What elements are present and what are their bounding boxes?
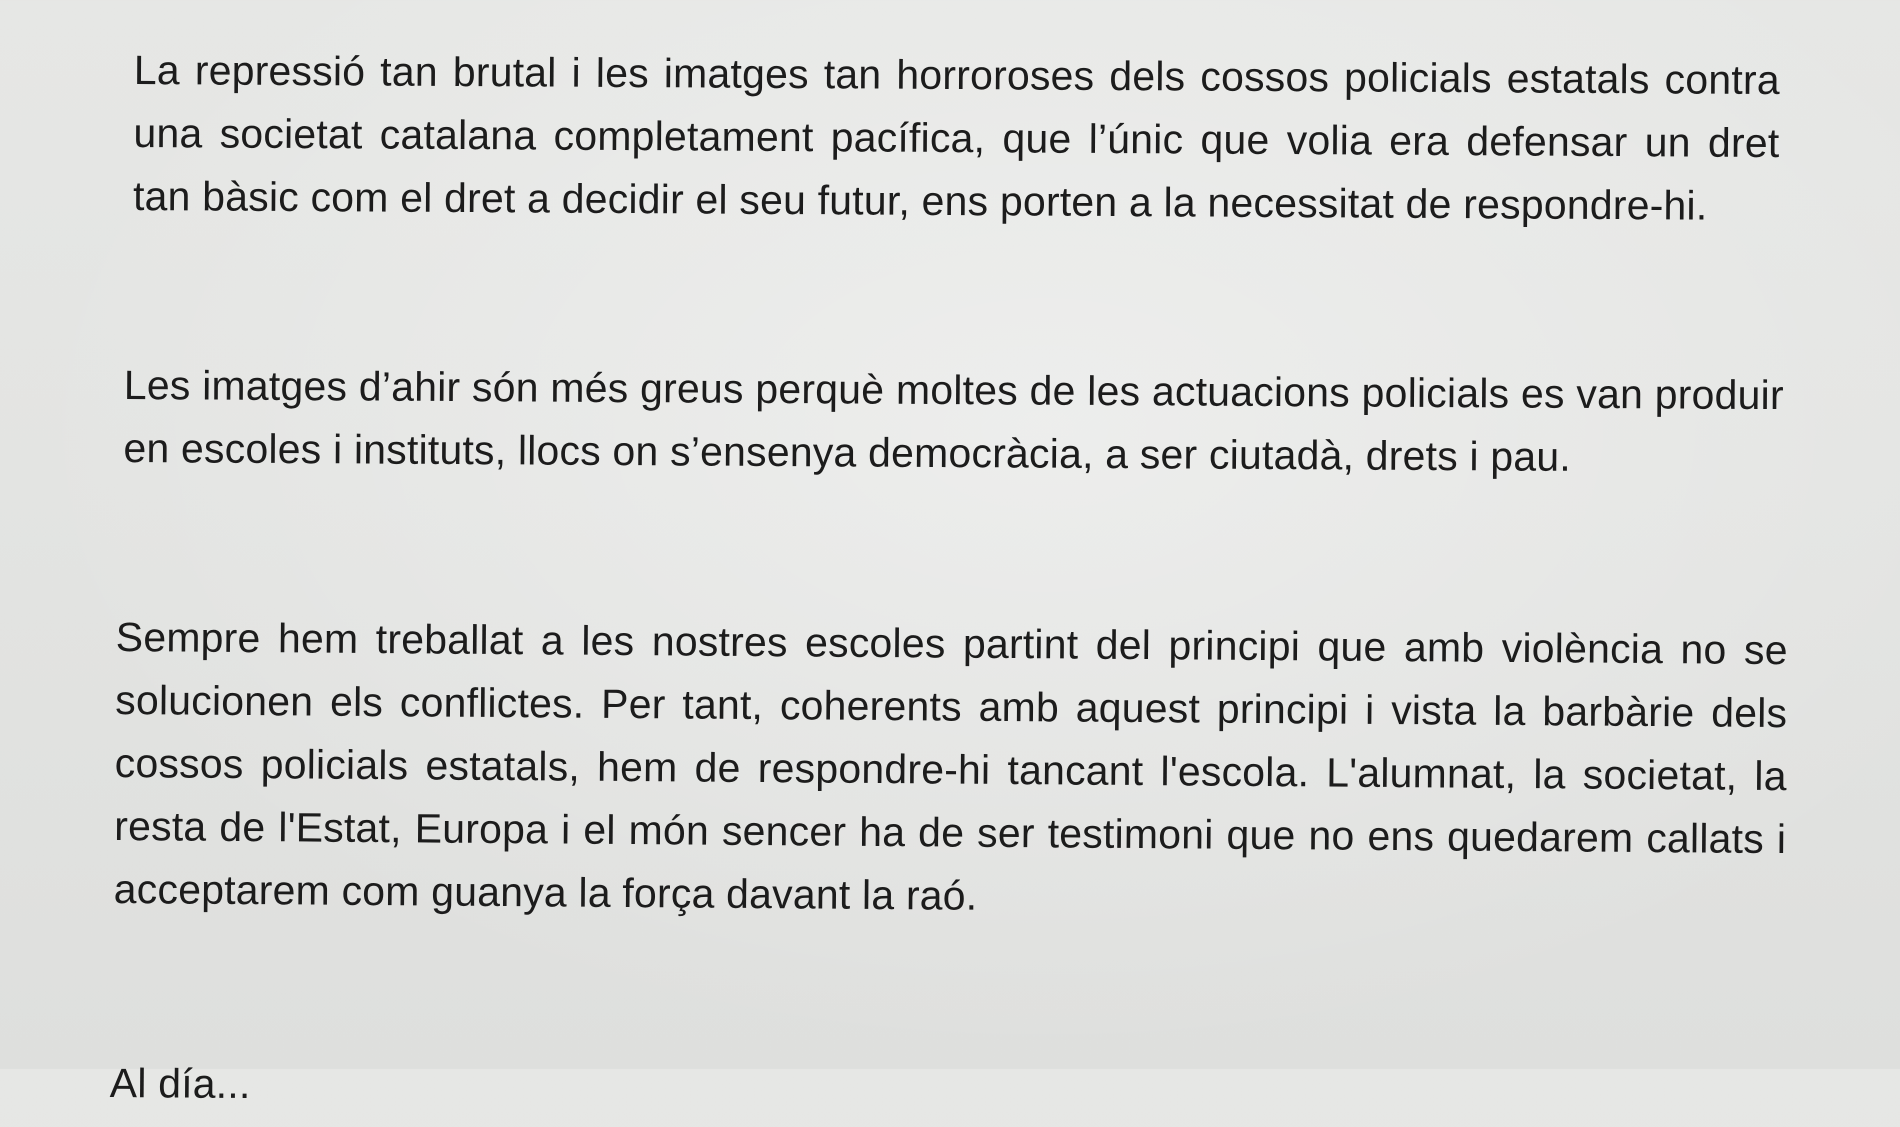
paragraph-cut-off: Al día...	[109, 1059, 251, 1108]
paragraph-school-closure: Sempre hem treballat a les nostres escoles partint del principi que amb violència no se solucionen els conflictes. Per tant, coherents amb aquest principi i vista la barbàrie dels cossos policials estatals, hem de respondre-hi tancant l'escola. L'alumnat, la societat, la resta de l'Estat, Europa i el món sencer ha de ser testimoni que no ens quedarem callats i acceptarem com guanya la força davant la raó.	[113, 613, 1788, 919]
paragraph-repression: La repressió tan brutal i les imatges tan horroroses dels cossos policials estatals contra una societat catalana completament pacífica, que l’únic que volia era defensar un dret tan bàsic com el dret a decidir el seu futur, ens porten a la necessitat de respondre-hi.	[132, 46, 1780, 229]
paragraph-images-schools: Les imatges d’ahir són més greus perquè moltes de les actuacions policials es van produir en escoles i instituts, llocs on s’ensenya democràcia, a ser ciutadà, drets i pau.	[123, 361, 1784, 480]
